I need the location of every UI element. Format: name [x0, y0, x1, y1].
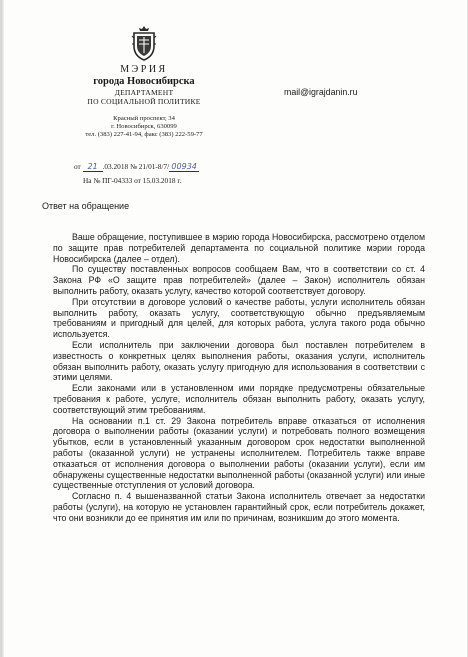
department-line-2: ПО СОЦИАЛЬНОЙ ПОЛИТИКЕ: [87, 97, 201, 107]
body-paragraph: Ваше обращение, поступившее в мэрию города Новосибирска, рассмотрено отделом по защите прав потребителей департамента по социальной политике мэрии города Новосибирска (далее – отдел).: [53, 232, 425, 264]
outgoing-date-rest: .03.2018: [102, 162, 129, 171]
outgoing-number-printed: 21/01-8/7/: [138, 162, 170, 171]
outgoing-date-prefix: от: [74, 162, 81, 171]
org-name: МЭРИЯ: [120, 64, 168, 75]
coat-of-arms-icon: [129, 24, 159, 62]
letterhead: [49, 24, 239, 139]
department-line-1: ДЕПАРТАМЕНТ: [114, 88, 174, 97]
address-line-3: тел. (383) 227-41-94, факс (383) 222-59-77: [85, 131, 203, 139]
outgoing-number: [74, 162, 199, 172]
body-paragraph: Согласно п. 4 вышеназванной статьи Закона исполнитель отвечает за недостатки работы (услуги), на которую не установлен гарантийный срок, если потребитель докажет, что они возникли до ее принятия им или по причинам, возникшим до этого момента.: [53, 491, 425, 523]
body-paragraph: При отсутствии в договоре условий о качестве работы, услуги исполнитель обязан выполнить работу, оказать услугу, соответствующую обычно предъявляемым требованиям и пригодный для целей, для которых работа, услуга такого рода обычно используется.: [53, 296, 425, 340]
org-city: города Новосибирска: [93, 76, 195, 87]
subject-line: Ответ на обращение: [42, 201, 130, 211]
body-paragraph: Если исполнитель при заключении договора был поставлен потребителем в известность о конкретных целях выполнения работы, оказания услуги, исполнитель обязан выполнить работу, оказать услугу пригодную для использования в соответствии с этими целями.: [53, 339, 425, 383]
body-paragraph: Если законами или в установленном ими порядке предусмотрены обязательные требования к работе, услуге, исполнитель обязан выполнить работу, оказать услугу, соответствующий этим требованиям.: [53, 383, 425, 415]
outgoing-number-prefix: №: [129, 162, 137, 171]
outgoing-number-handwritten: 00934: [171, 162, 197, 171]
reference-number: На № ПГ-04333 от 15.03.2018 г.: [83, 176, 182, 185]
recipient-email: mail@igrajdanin.ru: [284, 87, 358, 97]
outgoing-day-handwritten: 21: [87, 162, 98, 171]
body-paragraph: На основании п.1 ст. 29 Закона потребитель вправе отказаться от исполнения договора о выполнении работы (оказании услуги) и потребовать полного возмещения убытков, если в установленный указанным договором срок недостатки выполненной работы (оказанной услуги) не устранены исполнителем. Потребитель также вправе отказаться от исполнения договора о выполнении работы (оказании услуги), если им обнаружены существенные недостатки выполненной работы (оказанной услуги) или иные существенные отступления от условий договора.: [53, 415, 425, 491]
address-line-2: г. Новосибирск, 630099: [111, 123, 177, 131]
page-binding-edge: [1, 0, 4, 657]
body-paragraph: По существу поставленных вопросов сообщаем Вам, что в соответствии со ст. 4 Закона РФ «О защите прав потребителей» (далее – Закон) исполнитель обязан выполнить работу, оказать услугу, качество которой соответствует договору.: [53, 264, 425, 296]
letter-body: [53, 232, 425, 524]
address-line-1: Красный проспект, 34: [113, 114, 175, 122]
